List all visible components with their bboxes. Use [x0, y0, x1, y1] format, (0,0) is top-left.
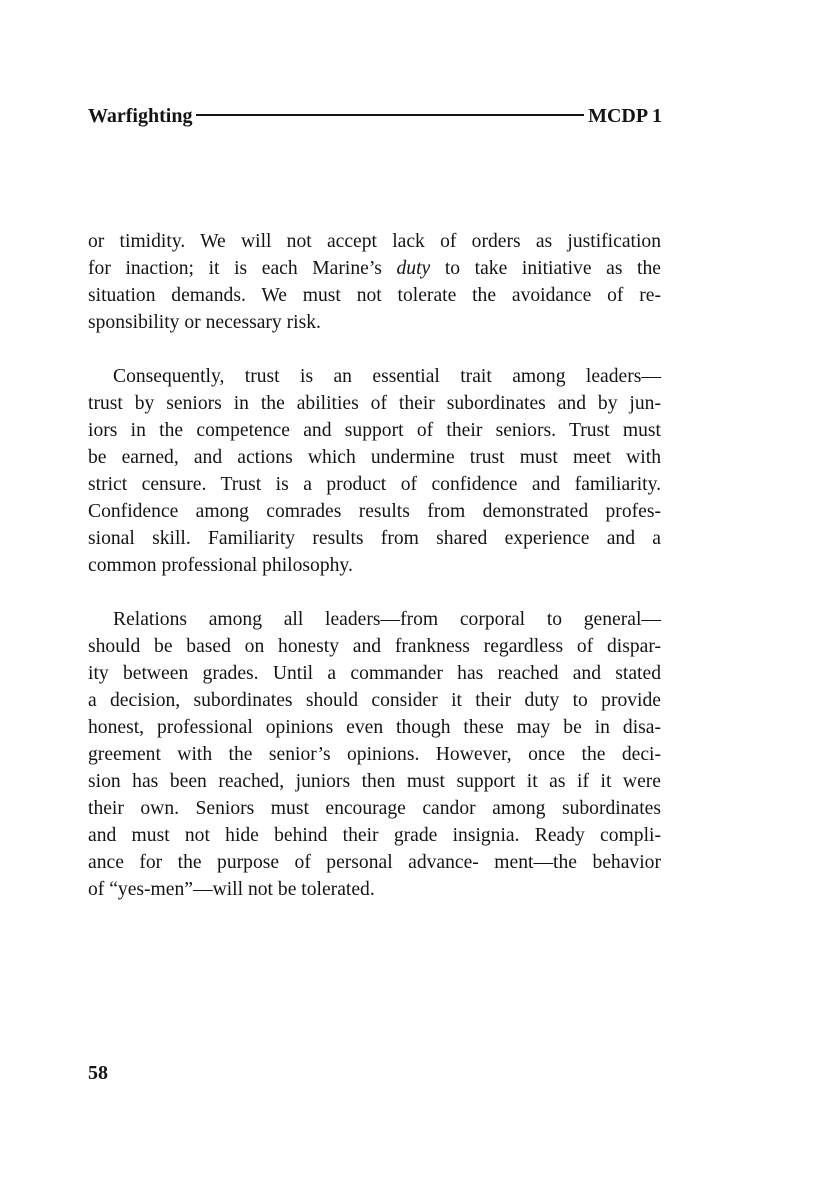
- paragraph-initiative: [88, 228, 661, 336]
- text-line: should be based on honesty and frankness regardless of dispar-: [88, 636, 661, 657]
- text-line: a decision, subordinates should consider it their duty to provide: [88, 690, 661, 711]
- running-header: [88, 101, 662, 131]
- text-line: be earned, and actions which undermine trust must meet with: [88, 447, 661, 468]
- paragraph-relations: [88, 606, 661, 903]
- text-line: and must not hide behind their grade insignia. Ready compli-: [88, 825, 661, 846]
- text-line: honest, professional opinions even though these may be in disa-: [88, 717, 661, 738]
- text-line: ity between grades. Until a commander has reached and stated: [88, 663, 661, 684]
- text-line: trust by seniors in the abilities of their subordinates and by jun-: [88, 393, 661, 414]
- header-book-title: Warfighting: [88, 104, 193, 127]
- text-line: iors in the competence and support of their seniors. Trust must: [88, 420, 661, 441]
- paragraph-trust: [88, 363, 661, 579]
- text-line: Confidence among comrades results from demonstrated profes-: [88, 501, 661, 522]
- text-line: ance for the purpose of personal advance- ment—the behavior: [88, 852, 661, 873]
- header-publication-id: MCDP 1: [588, 104, 662, 127]
- text-line: Consequently, trust is an essential trait among leaders—: [113, 366, 661, 387]
- header-rule: [196, 114, 584, 116]
- text-line: sion has been reached, juniors then must support it as if it were: [88, 771, 661, 792]
- text-line: sional skill. Familiarity results from shared experience and a: [88, 528, 661, 549]
- text-line: sponsibility or necessary risk.: [88, 312, 321, 333]
- body-text: [88, 228, 661, 930]
- text-line: their own. Seniors must encourage candor among subordinates: [88, 798, 661, 819]
- text-line: situation demands. We must not tolerate the avoidance of re-: [88, 285, 661, 306]
- page-number: 58: [88, 1062, 108, 1084]
- text-line: Relations among all leaders—from corporal to general—: [113, 609, 661, 630]
- text-line: greement with the senior’s opinions. However, once the deci-: [88, 744, 661, 765]
- text-line: common professional philosophy.: [88, 555, 353, 576]
- text-line: strict censure. Trust is a product of confidence and familiarity.: [88, 474, 661, 495]
- text-line: of “yes-men”—will not be tolerated.: [88, 879, 375, 900]
- text-line: for inaction; it is each Marine’s duty to take initiative as the: [88, 258, 661, 279]
- text-line: or timidity. We will not accept lack of orders as justification: [88, 231, 661, 252]
- emphasis-duty: duty: [396, 258, 431, 279]
